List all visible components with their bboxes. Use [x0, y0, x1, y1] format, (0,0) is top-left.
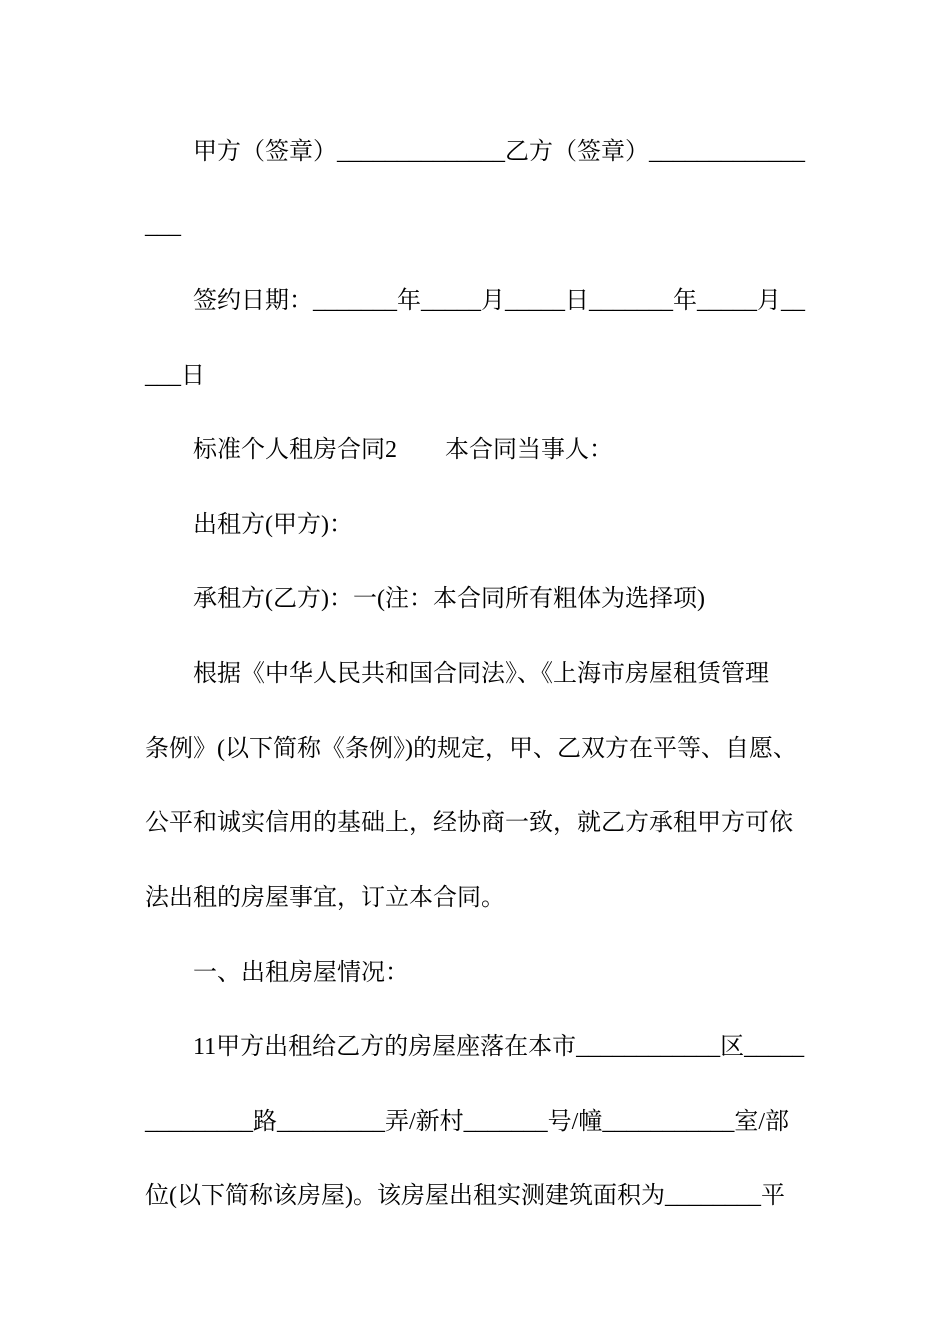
clause-1-1-line: _________路_________弄/新村_______号/幢___________室/部: [145, 1108, 790, 1135]
clause-1-1-line: 11甲方出租给乙方的房屋座落在本市____________区_____: [193, 1034, 805, 1061]
preamble-line: 根据《中华人民共和国合同法》、《上海市房屋租赁管理: [193, 661, 769, 688]
signing-date-line: 签约日期：_______年_____月_____日_______年_____月__: [193, 287, 805, 314]
section-1-heading: 一、出租房屋情况：: [193, 959, 409, 986]
preamble-line: 公平和诚实信用的基础上，经协商一致，就乙方承租甲方可依: [145, 810, 793, 837]
clause-1-1-line: 位(以下简称该房屋)。该房屋出租实测建筑面积为________平: [145, 1183, 785, 1210]
document-page: [145, 115, 825, 1234]
preamble-line: 法出租的房屋事宜，订立本合同。: [145, 884, 505, 911]
preamble-line: 条例》(以下简称《条例》)的规定，甲、乙双方在平等、自愿、: [145, 735, 797, 762]
lessor-line: 出租方(甲方)：: [193, 511, 353, 538]
party-signatures-line: 甲方（签章）______________乙方（签章）_____________: [193, 138, 805, 165]
party-signatures-line-cont: ___: [145, 213, 181, 240]
signing-date-line-cont: ___日: [145, 362, 205, 389]
contract-title-line: 标准个人租房合同2 本合同当事人：: [193, 437, 613, 464]
lessee-line: 承租方(乙方)：一(注：本合同所有粗体为选择项): [193, 586, 705, 613]
